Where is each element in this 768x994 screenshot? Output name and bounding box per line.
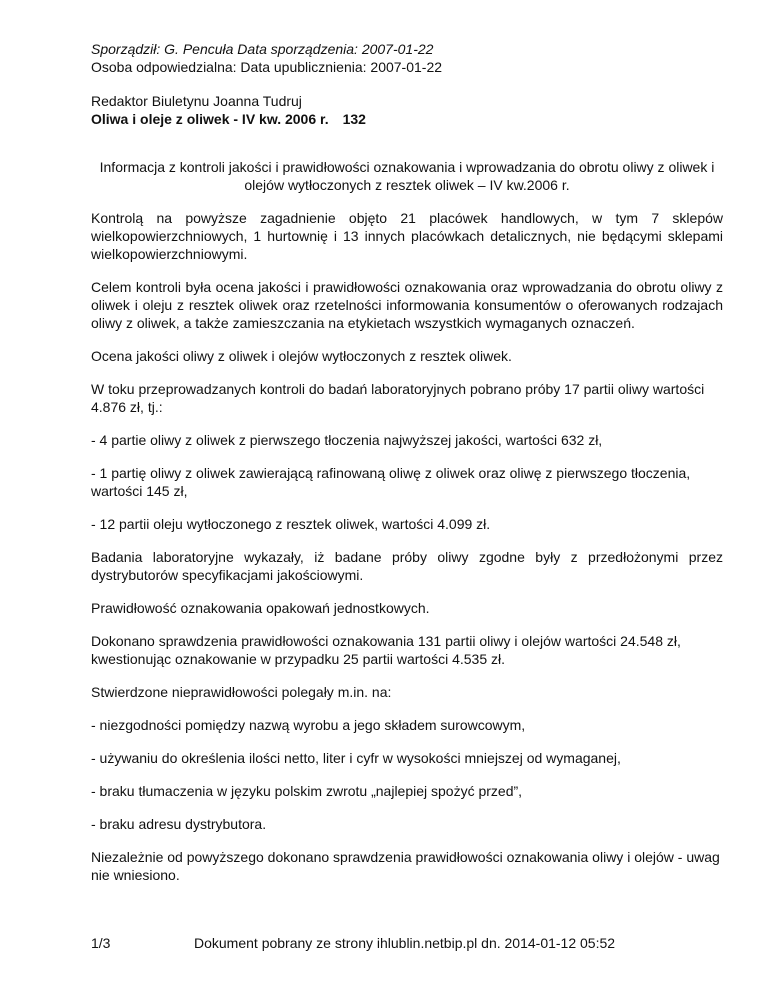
paragraph-goal: Celem kontroli była ocena jakości i prawidłowości oznakowania oraz wprowadzania do obrotu oliwy z oliwek i oleju z resztek oliwek oraz rzetelności informowania konsumentów o oferowanych rodzajach oliwy z oliwek, a także zamieszczania na etykietach wszystkich wymaganych oznaczeń. <box>91 279 723 331</box>
list-item: - 12 partii oleju wytłoczonego z resztek oliwek, wartości 4.099 zł. <box>91 516 491 532</box>
intro-paragraph: Informacja z kontroli jakości i prawidłowości oznakowania i wprowadzania do obrotu oliwy z oliwek i olejów wytłoczonych z resztek oliwek – IV kw.2006 r. <box>99 159 715 193</box>
download-source: Dokument pobrany ze strony ihlublin.netbip.pl dn. 2014-01-12 05:52 <box>194 935 616 951</box>
paragraph-irregularities: Stwierdzone nieprawidłowości polegały m.in. na: <box>91 684 392 700</box>
responsible-line: Osoba odpowiedzialna: Data upublicznienia: 2007-01-22 <box>91 59 443 75</box>
section-heading-labeling: Prawidłowość oznakowania opakowań jednostkowych. <box>91 600 430 616</box>
page-number: 1/3 <box>91 935 111 951</box>
author-line: Sporządził: G. Pencuła Data sporządzenia: 2007-01-22 <box>91 41 434 57</box>
paragraph-samples: W toku przeprowadzanych kontroli do badań laboratoryjnych pobrano próby 17 partii oliwy wartości 4.876 zł, tj.: <box>91 381 705 415</box>
paragraph-labeling-check: Dokonano sprawdzenia prawidłowości oznakowania 131 partii oliwy i olejów wartości 24.548 zł, kwestionując oznakowanie w przypadku 25 partii wartości 4.535 zł. <box>91 633 681 667</box>
document-page <box>91 40 723 884</box>
title-number: 132 <box>342 111 366 127</box>
paragraph-lab-results: Badania laboratoryjne wykazały, iż badane próby oliwy zgodne były z przedłożonymi przez dystrybutorów specyfikacjami jakościowymi. <box>91 549 723 583</box>
editor-line: Redaktor Biuletynu Joanna Tudruj <box>91 93 302 109</box>
paragraph-conclusion: Niezależnie od powyższego dokonano sprawdzenia prawidłowości oznakowania oliwy i olejów - uwag nie wniesiono. <box>91 849 720 883</box>
paragraph-scope: Kontrolą na powyższe zagadnienie objęto 21 placówek handlowych, w tym 7 sklepów wielkopowierzchniowych, 1 hurtownię i 13 innych placówkach detalicznych, nie będącymi sklepami wielkopowierzchniowymi. <box>91 210 723 262</box>
list-item: - używaniu do określenia ilości netto, liter i cyfr w wysokości mniejszej od wymaganej, <box>91 750 621 766</box>
title-text: Oliwa i oleje z oliwek - IV kw. 2006 r. <box>91 111 329 127</box>
list-item: - niezgodności pomiędzy nazwą wyrobu a jego składem surowcowym, <box>91 717 526 733</box>
list-item: - 1 partię oliwy z oliwek zawierającą rafinowaną oliwę z oliwek oraz oliwę z pierwszego tłoczenia, wartości 145 zł, <box>91 465 691 499</box>
list-item: - 4 partie oliwy z oliwek z pierwszego tłoczenia najwyższej jakości, wartości 632 zł, <box>91 432 603 448</box>
section-heading-quality: Ocena jakości oliwy z oliwek i olejów wytłoczonych z resztek oliwek. <box>91 348 512 364</box>
document-title <box>91 110 723 128</box>
list-item: - braku tłumaczenia w języku polskim zwrotu „najlepiej spożyć przed”, <box>91 783 523 799</box>
list-item: - braku adresu dystrybutora. <box>91 816 267 832</box>
